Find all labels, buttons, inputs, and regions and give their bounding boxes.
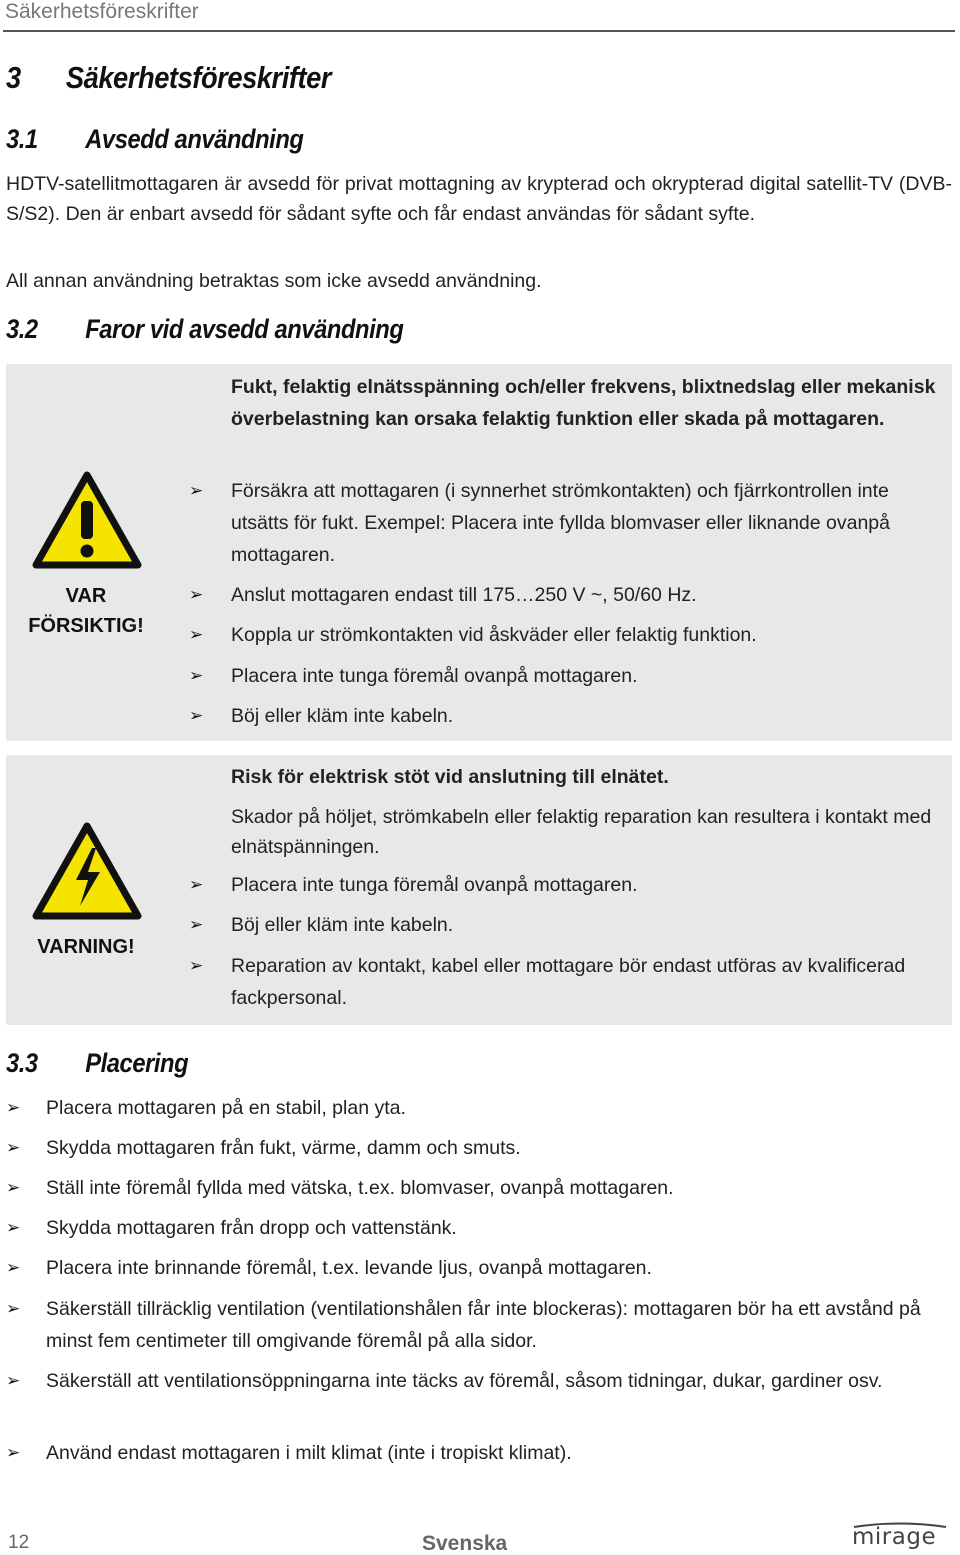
warning-exclamation-icon [32,471,142,569]
arrow-bullet-icon: ➢ [189,875,204,894]
non-intended-use-paragraph: All annan användning betraktas som icke avsedd användning. [6,270,542,292]
page-number: 12 [8,1532,30,1553]
section-number: 3 [6,60,21,95]
section-number: 3.2 [6,314,38,344]
arrow-bullet-icon: ➢ [189,666,204,685]
section-3-2-heading [6,314,403,345]
electric-hazard-icon [32,822,142,920]
caution-label-line2: FÖRSIKTIG! [28,615,144,637]
section-3-3-heading [6,1048,188,1079]
arrow-bullet-icon: ➢ [189,956,204,975]
running-header: Säkerhetsföreskrifter [5,0,199,23]
arrow-bullet-icon: ➢ [189,625,204,644]
warning-intro: Risk för elektrisk stöt vid anslutning till elnätet. [231,766,669,788]
arrow-bullet-icon: ➢ [6,1299,21,1318]
section-title: Placering [85,1048,189,1078]
arrow-bullet-icon: ➢ [6,1218,21,1237]
section-3-1-heading [6,124,303,155]
intended-use-paragraph: HDTV-satellitmottagaren är avsedd för privat mottagning av krypterad och okrypterad digital satellit-TV (DVB-S/S2). Den är enbart avsedd för sådant syfte och får endast användas för sådant syfte. [6,173,952,225]
caution-callout: VAR FÖRSIKTIG! Fukt, felaktig elnätsspänning och/eller frekvens, blixtnedslag eller mekanisk överbelastning kan orsaka felaktig funktion eller skada på mottagaren. ➢ Försäkra att mottagaren (i synnerhet strömkontakten) och fjärrkontrollen inte utsätts för fukt. Exempel: Placera inte fyllda blomvaser eller liknande ovanpå mottagaren. ➢ Anslut mottagaren endast till 175…250 V ~, 50/60 Hz. ➢ Koppla ur strömkontakten vid åskväder eller felaktig funktion. ➢ Placera inte tunga föremål ovanpå mottagaren. ➢ Böj eller kläm inte kabeln. [6,364,952,741]
arrow-bullet-icon: ➢ [189,481,204,500]
arrow-bullet-icon: ➢ [6,1371,21,1390]
header-rule [3,30,955,32]
section-title: Säkerhetsföreskrifter [65,60,332,95]
arrow-bullet-icon: ➢ [6,1098,21,1117]
arrow-bullet-icon: ➢ [6,1178,21,1197]
arrow-bullet-icon: ➢ [189,915,204,934]
warning-text: Skador på höljet, strömkabeln eller felaktig reparation kan resultera i kontakt med elnätspänningen. [231,806,932,858]
section-number: 3.1 [6,124,38,154]
warning-callout: VARNING! Risk för elektrisk stöt vid anslutning till elnätet. Skador på höljet, strömkabeln eller felaktig reparation kan resultera i kontakt med elnätspänningen. ➢ Placera inte tunga föremål ovanpå mottagaren. ➢ Böj eller kläm inte kabeln. ➢ Reparation av kontakt, kabel eller mottagare bör endast utföras av kvalificerad fackpersonal. [6,755,952,1025]
section-title: Faror vid avsedd användning [85,314,404,344]
section-number: 3.3 [6,1048,38,1078]
arrow-bullet-icon: ➢ [6,1138,21,1157]
mirage-logo [850,1522,950,1552]
arrow-bullet-icon: ➢ [6,1258,21,1277]
footer-language: Svenska [422,1532,508,1555]
section-3-heading [6,60,331,96]
caution-intro: Fukt, felaktig elnätsspänning och/eller frekvens, blixtnedslag eller mekanisk överbelastning kan orsaka felaktig funktion eller skada på mottagaren. [231,376,936,430]
section-title: Avsedd användning [85,124,304,154]
logo-text: mirage [852,1524,937,1550]
arrow-bullet-icon: ➢ [189,706,204,725]
warning-label: VARNING! [37,936,135,958]
caution-label-line1: VAR [65,585,107,607]
arrow-bullet-icon: ➢ [189,585,204,604]
arrow-bullet-icon: ➢ [6,1443,21,1462]
